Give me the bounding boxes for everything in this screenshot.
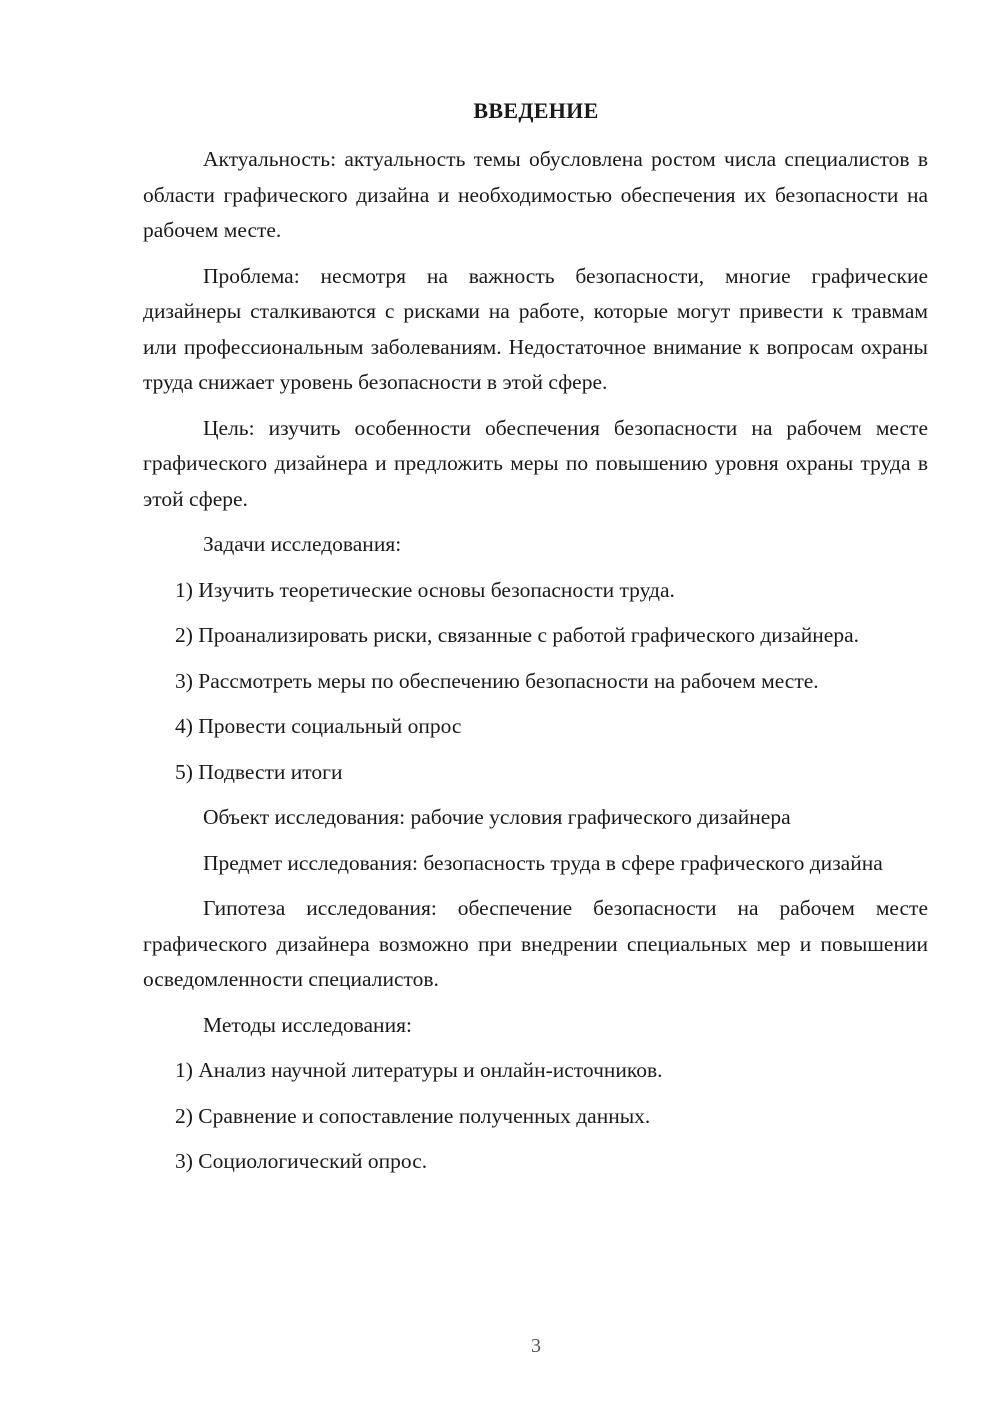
task-item: 5) Подвести итоги [175, 759, 343, 784]
hypothesis-paragraph: Гипотеза исследования: обеспечение безопасности на рабочем месте графического дизайнера возможно при внедрении специальных мер и повышении осведомленности специалистов. [143, 896, 928, 991]
task-item: 2) Проанализировать риски, связанные с работой графического дизайнера. [175, 623, 860, 647]
task-item: 4) Провести социальный опрос [175, 714, 462, 738]
relevance-paragraph: Актуальность: актуальность темы обусловлена ростом числа специалистов в области графического дизайна и необходимостью обеспечения их безопасности на рабочем месте. [143, 147, 928, 242]
method-item: 2) Сравнение и сопоставление полученных данных. [175, 1103, 651, 1128]
problem-paragraph: Проблема: несмотря на важность безопасности, многие графические дизайнеры сталкиваются с рисками на работе, которые могут привести к травмам или профессиональным заболеваниям. Недостаточное внимание к вопросам охраны труда снижает уровень безопасности в этой сфере. [143, 263, 928, 394]
method-item: 3) Социологический опрос. [175, 1149, 428, 1173]
subject-paragraph: Предмет исследования: безопасность труда в сфере графического дизайна [203, 850, 883, 875]
methods-heading: Методы исследования: [203, 1012, 412, 1037]
object-paragraph: Объект исследования: рабочие условия графического дизайнера [203, 805, 791, 829]
page-number: 3 [531, 1335, 541, 1357]
method-item: 1) Анализ научной литературы и онлайн-источников. [175, 1058, 663, 1082]
document-body [143, 142, 928, 1190]
goal-paragraph: Цель: изучить особенности обеспечения безопасности на рабочем месте графического дизайнера и предложить меры по повышению уровня охраны труда в этой сфере. [143, 415, 928, 511]
task-item: 1) Изучить теоретические основы безопасности труда. [175, 577, 675, 602]
task-item: 3) Рассмотреть меры по обеспечению безопасности на рабочем месте. [175, 668, 819, 693]
page-title: ВВЕДЕНИЕ [473, 98, 599, 123]
tasks-heading: Задачи исследования: [203, 532, 402, 556]
